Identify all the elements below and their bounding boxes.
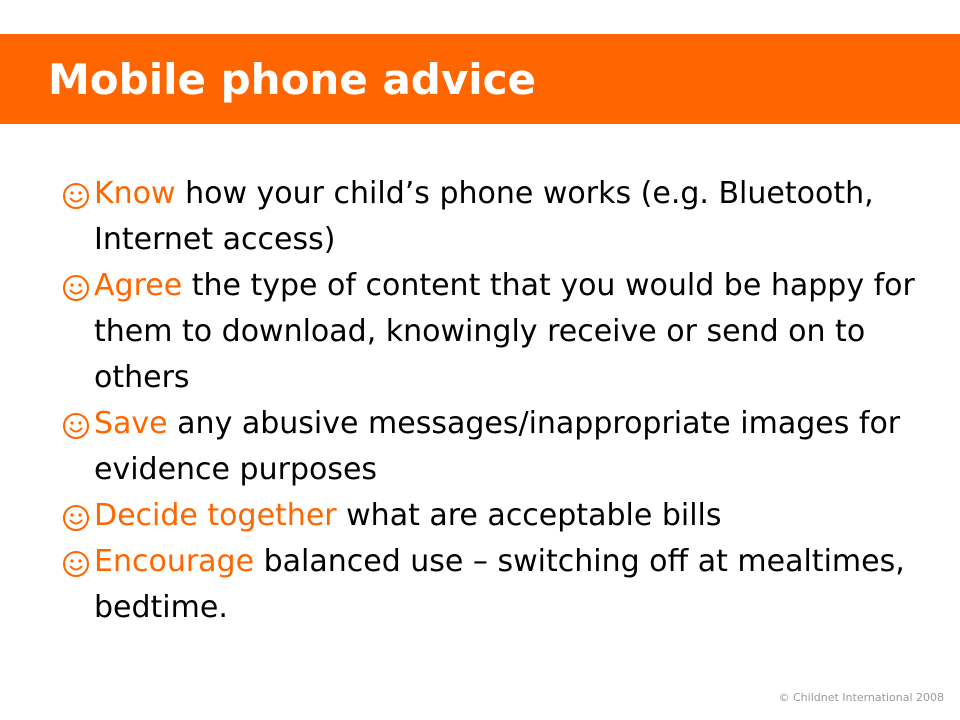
- smiley-face-icon: [62, 412, 90, 440]
- smiley-face-icon: [62, 504, 90, 532]
- advice-keyword: Decide together: [94, 498, 337, 533]
- slide-title: Mobile phone advice: [48, 55, 537, 104]
- advice-text: what are acceptable bills: [336, 498, 722, 533]
- advice-keyword: Save: [94, 406, 168, 441]
- smiley-face-icon: [62, 182, 90, 210]
- advice-text: how your child’s phone works (e.g. Bluetooth, Internet access): [94, 176, 874, 257]
- advice-item-save: [62, 401, 942, 493]
- advice-keyword: Encourage: [94, 544, 255, 579]
- advice-keyword: Know: [94, 176, 176, 211]
- advice-text: any abusive messages/inappropriate images for evidence purposes: [94, 406, 901, 487]
- advice-keyword: Agree: [94, 268, 183, 303]
- copyright-footer: © Childnet International 2008: [778, 691, 944, 704]
- advice-text: the type of content that you would be happy for them to download, knowingly receive or send on to others: [94, 268, 915, 395]
- advice-list: [62, 171, 942, 631]
- advice-text: balanced use – switching off at mealtimes, bedtime.: [94, 544, 905, 625]
- advice-item-agree: [62, 263, 942, 401]
- smiley-face-icon: [62, 550, 90, 578]
- advice-item-encourage: [62, 539, 942, 631]
- advice-item-know: [62, 171, 942, 263]
- smiley-face-icon: [62, 274, 90, 302]
- advice-item-decide-together: [62, 493, 942, 539]
